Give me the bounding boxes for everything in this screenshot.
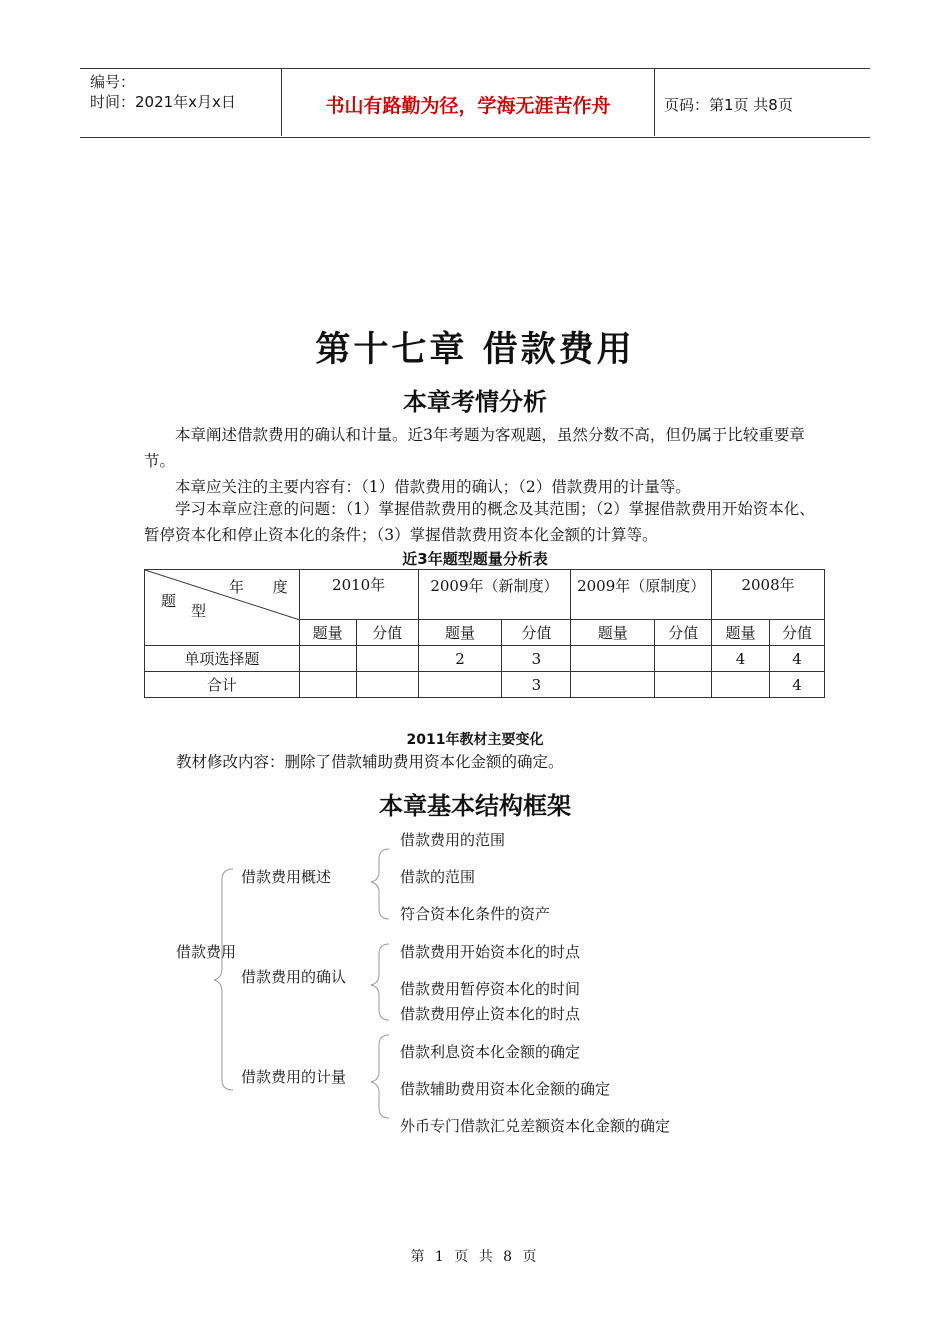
changes-text: 教材修改内容：删除了借款辅助费用资本化金额的确定。 — [176, 753, 564, 771]
sub-header: 题量 — [712, 620, 770, 646]
structure-item: 借款费用停止资本化的时点 — [400, 1005, 581, 1023]
chapter-title: 第十七章 借款费用 — [315, 330, 635, 370]
paragraph-focus: 本章应关注的主要内容有：（1）借款费用的确认；（2）借款费用的计量等。 — [175, 478, 691, 496]
sub-header: 题量 — [571, 620, 655, 646]
sub-header: 分值 — [770, 620, 825, 646]
year-header: 2008年 — [712, 570, 825, 620]
structure-item: 外币专门借款汇兑差额资本化金额的确定 — [400, 1117, 671, 1135]
table-title: 近3年题型题量分析表 — [402, 550, 548, 568]
year-header: 2009年（新制度） — [418, 570, 571, 620]
structure-item: 符合资本化条件的资产 — [400, 905, 551, 923]
table-cell: 4 — [712, 646, 770, 672]
paragraph-intro: 本章阐述借款费用的确认和计量。近3年考题为客观题，虽然分数不高，但仍属于比较重要章节。 — [144, 426, 805, 470]
structure-group-label: 借款费用的计量 — [241, 1068, 347, 1086]
structure-item: 借款辅助费用资本化金额的确定 — [400, 1080, 611, 1098]
table-cell: 3 — [502, 672, 571, 698]
sub-header: 题量 — [418, 620, 502, 646]
structure-item: 借款费用的范围 — [400, 831, 506, 849]
corner-type-label: 型 — [191, 602, 207, 620]
sub-header: 分值 — [356, 620, 418, 646]
table-cell: 4 — [770, 672, 825, 698]
structure-item: 借款费用开始资本化的时点 — [400, 943, 581, 961]
section-title-structure: 本章基本结构框架 — [379, 792, 571, 820]
sub-header: 题量 — [299, 620, 356, 646]
table-cell: 3 — [502, 646, 571, 672]
row-label: 单项选择题 — [145, 646, 300, 672]
time-label: 时间：2021年x月x日 — [90, 93, 236, 111]
paragraph-notes: 学习本章应注意的问题：（1）掌握借款费用的概念及其范围；（2）掌握借款费用开始资本化、暂停资本化和停止资本化的条件；（3）掌握借款费用资本化金额的计算等。 — [144, 500, 815, 544]
table-cell: 4 — [770, 646, 825, 672]
sub-header: 分值 — [502, 620, 571, 646]
structure-group-label: 借款费用的确认 — [241, 968, 347, 986]
corner-type-label: 题 — [161, 592, 177, 610]
page-footer: 第 1 页 共 8 页 — [410, 1249, 540, 1265]
year-header: 2010年 — [299, 570, 418, 620]
changes-title: 2011年教材主要变化 — [406, 732, 544, 748]
header-page-info: 页码：第1页 共8页 — [664, 96, 793, 114]
structure-item: 借款利息资本化金额的确定 — [400, 1043, 581, 1061]
sub-header: 分值 — [655, 620, 712, 646]
section-title-analysis: 本章考情分析 — [403, 388, 547, 416]
structure-item: 借款费用暂停资本化的时间 — [400, 980, 581, 998]
row-label: 合计 — [145, 672, 300, 698]
table-cell: 2 — [418, 646, 502, 672]
structure-group-label: 借款费用概述 — [241, 868, 332, 886]
year-header: 2009年（原制度） — [571, 570, 712, 620]
number-label: 编号： — [90, 73, 136, 91]
structure-root: 借款费用 — [176, 943, 237, 961]
corner-year-label: 年 度 — [229, 578, 288, 596]
structure-item: 借款的范围 — [400, 868, 476, 886]
header-motto: 书山有路勤为径，学海无涯苦作舟 — [325, 95, 611, 117]
